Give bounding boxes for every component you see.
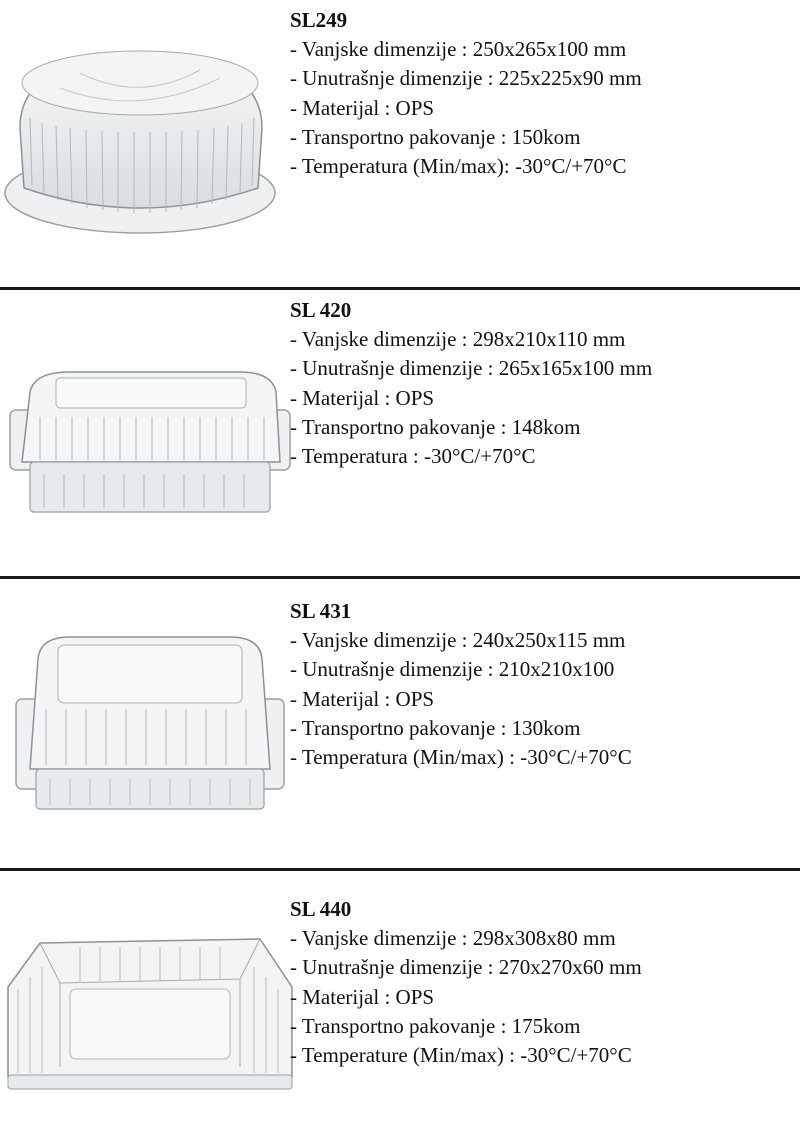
spec-material: - Materijal : OPS <box>290 686 435 711</box>
product-code: SL 431 <box>290 599 352 623</box>
large-square-container-image <box>0 927 300 1097</box>
spec-temperature: - Temperatura : -30°C/+70°C <box>290 444 536 469</box>
product-section-sl420 <box>0 290 800 576</box>
spec-temperature: - Temperature (Min/max) : -30°C/+70°C <box>290 1043 632 1068</box>
product-section-sl249 <box>0 0 800 288</box>
rectangular-container-image <box>0 362 300 522</box>
spec-transport-packaging: - Transportno pakovanje : 175kom <box>290 1013 581 1038</box>
spec-outer-dimensions: - Vanjske dimenzije : 298x210x110 mm <box>290 327 626 352</box>
spec-transport-packaging: - Transportno pakovanje : 150kom <box>290 124 581 149</box>
product-code: SL 420 <box>290 298 352 322</box>
spec-inner-dimensions: - Unutrašnje dimenzije : 225x225x90 mm <box>290 66 642 91</box>
spec-inner-dimensions: - Unutrašnje dimenzije : 210x210x100 <box>290 657 615 682</box>
product-code: SL249 <box>290 8 348 32</box>
spec-temperature: - Temperatura (Min/max) : -30°C/+70°C <box>290 745 632 770</box>
spec-transport-packaging: - Transportno pakovanje : 148kom <box>290 414 581 439</box>
square-container-image <box>10 629 290 819</box>
spec-inner-dimensions: - Unutrašnje dimenzije : 265x165x100 mm <box>290 356 653 381</box>
spec-inner-dimensions: - Unutrašnje dimenzije : 270x270x60 mm <box>290 955 642 980</box>
spec-transport-packaging: - Transportno pakovanje : 130kom <box>290 715 581 740</box>
spec-material: - Materijal : OPS <box>290 95 435 120</box>
spec-temperature: - Temperatura (Min/max): -30°C/+70°C <box>290 154 627 179</box>
spec-outer-dimensions: - Vanjske dimenzije : 250x265x100 mm <box>290 37 627 62</box>
product-code: SL 440 <box>290 897 352 921</box>
spec-material: - Materijal : OPS <box>290 385 435 410</box>
product-section-sl440 <box>0 871 800 1132</box>
spec-material: - Materijal : OPS <box>290 984 435 1009</box>
spec-outer-dimensions: - Vanjske dimenzije : 240x250x115 mm <box>290 628 626 653</box>
product-section-sl431 <box>0 579 800 869</box>
round-cake-container-image <box>0 28 290 248</box>
spec-outer-dimensions: - Vanjske dimenzije : 298x308x80 mm <box>290 926 616 951</box>
